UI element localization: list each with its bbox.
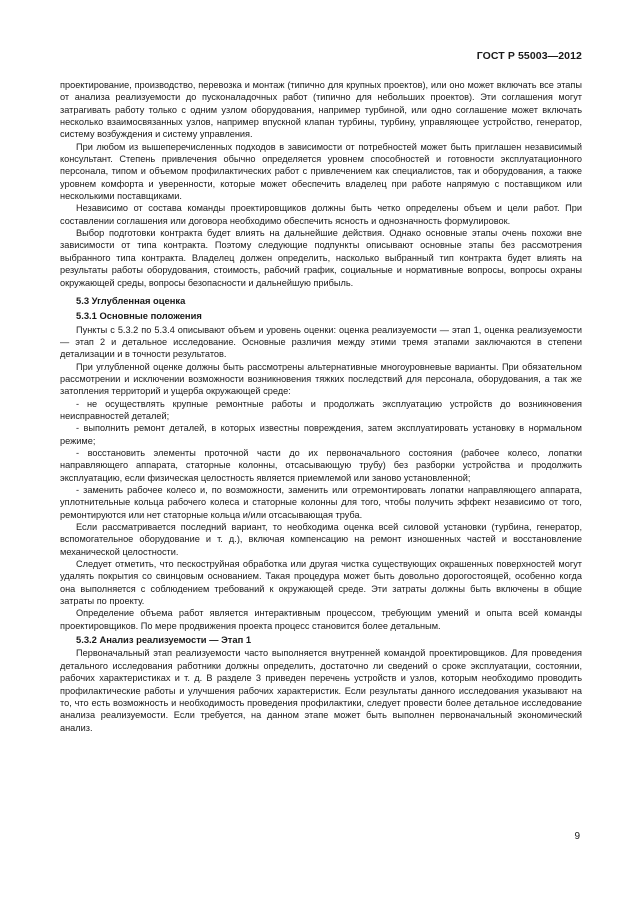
paragraph: Следует отметить, что пескоструйная обработка или другая чистка существующих окрашенных поверхностей могут удалять покрытия со свинцовым основанием. Такая процедура может быть довольно дорогостоящей, особенно когда она выполняется с соблюдением требований к окружающей среде. Эти затраты должны быть включены в общие затраты по проекту. (60, 559, 582, 607)
paragraph: При углубленной оценке должны быть рассмотрены альтернативные многоуровневые варианты. При обязательном рассмотрении и исключении возможности возникновения тяжких последствий для персонала, оборудования, а так же затопления территорий и ущерба окружающей среде: (60, 361, 582, 397)
paragraph: Первоначальный этап реализуемости часто выполняется внутренней командой проектировщиков. Для проведения детального исследования работники должны определить, достаточно ли сведений о сроке эксплуатации, состоянии, рабочих характеристиках и т. д. В разделе 3 приведен перечень устройств и узлов, которым необходимо проводить профилактические работы и улучшения рабочих характеристик. Если результаты данного исследования указывают на то, что есть возможность и необходимость проведения профилактики, следует провести более детальное исследование анализа реализуемости. Если требуется, на данном этапе может быть выполнен первоначальный экономический анализ. (60, 648, 582, 733)
document-body (60, 79, 582, 734)
page-number: 9 (574, 831, 580, 842)
list-item: - заменить рабочее колесо и, по возможности, заменить или отремонтировать лопатки направляющего аппарата, уплотнительные кольца рабочего колеса и статорные колонны для того, чтобы получить эффект независимо от того, ремонтируются или нет статорные кольца и/или отсасывающая труба. (60, 485, 582, 520)
section-heading: 5.3 Углубленная оценка (76, 294, 186, 306)
list-item: - выполнить ремонт деталей, в которых известны повреждения, затем эксплуатировать установку в нормальном режиме; (60, 423, 582, 446)
paragraph: Выбор подготовки контракта будет влиять на дальнейшие действия. Однако основные этапы очень похожи вне зависимости от типа контракта. Поэтому следующие подпункты описывают основные этапы без рассмотрения выбранного типа контракта. Владелец должен определить, насколько выбранный тип контракта будет влиять на результаты работы оборудования, стоимость, рабочий график, социальные и нормативные вопросы, вопросы охраны окружающей среды, вопросы безопасности и дальнейшую прибыль. (60, 228, 582, 288)
paragraph: Пункты с 5.3.2 по 5.3.4 описывают объем и уровень оценки: оценка реализуемости — этап 1, оценка реализуемости — этап 2 и детальное исследование. Основные различия между этими тремя этапами заключаются в степени детализации и в точности результатов. (60, 324, 582, 360)
paragraph: При любом из вышеперечисленных подходов в зависимости от потребностей может быть приглашен независимый консультант. Степень привлечения обычно определяется уровнем способностей и готовности эксплуатационного персонала, типом и объемом профилактических работ с привлечением как специалистов, так и оборудования, а также уровнем комфорта и уверенности, которые может обеспечить владелец при работе напрямую с поставщиком или несколькими поставщиками. (60, 141, 582, 202)
paragraph: Определение объема работ является интерактивным процессом, требующим умений и опыта всей команды проектировщиков. По мере продвижения проекта процесс становится более детальным. (60, 608, 582, 631)
list-item: - не осуществлять крупные ремонтные работы и продолжать эксплуатацию устройств до возникновения неисправностей деталей; (60, 398, 582, 421)
paragraph: Независимо от состава команды проектировщиков должны быть четко определены объем и цели работ. При составлении соглашения или договора необходимо обеспечить ясность и однозначность формулировок. (60, 203, 582, 226)
subsection-heading: 5.3.1 Основные положения (76, 310, 202, 322)
paragraph: проектирование, производство, перевозка и монтаж (типично для крупных проектов), или оно может включать все этапы от анализа реализуемости до пусконаладочных работ (типично для небольших проектов). Эти соглашения могут затрагивать работу только с одним узлом оборудования, например турбиной, или одно соглашение может включать несколько взаимосвязанных узлов, например впускной клапан турбины, турбину, управляющее устройство, генератор, систему возбуждения и систему управления. (60, 80, 582, 140)
subsection-heading: 5.3.2 Анализ реализуемости — Этап 1 (76, 634, 252, 646)
paragraph: Если рассматривается последний вариант, то необходима оценка всей силовой установки (турбина, генератор, вспомогательное оборудование и т. д.), включая компенсацию на ремонт изношенных частей и восстановление механической целостности. (60, 522, 582, 557)
document-id-header: ГОСТ Р 55003—2012 (476, 50, 582, 62)
list-item: - восстановить элементы проточной части до их первоначального состояния (рабочее колесо, лопатки направляющего аппарата, статорные колонны, отсасывающую трубу) без разборки устройства и продолжить эксплуатацию, если физическая целостность является приемлемой или заново установленной; (60, 447, 582, 483)
